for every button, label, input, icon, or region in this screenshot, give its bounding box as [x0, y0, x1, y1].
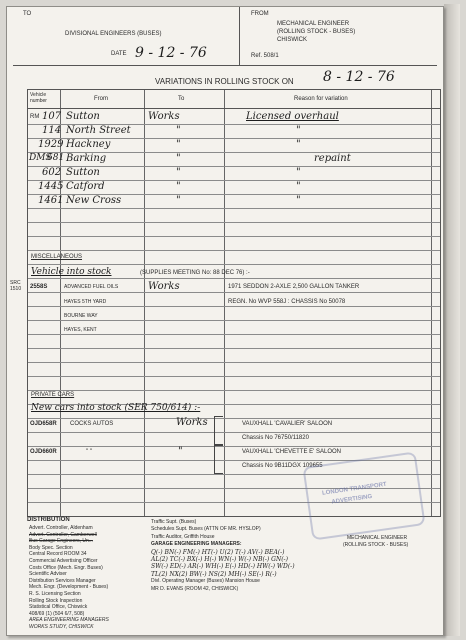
- vehicle-to: ": [176, 125, 181, 136]
- misc-heading: MISCELLANEOUS: [31, 254, 83, 260]
- vehicle-to: Works: [148, 111, 180, 122]
- distribution-item: Bus Garage Engineers, Un...: [29, 538, 93, 545]
- car-model: VAUXHALL 'CHEVETTE E' SALOON: [242, 449, 341, 455]
- vehicle-number: 1445: [38, 181, 64, 192]
- distribution-item: MR D. EVANS (ROOM 42, CHISWICK): [151, 585, 239, 592]
- car-chassis: Chassis No 9B11DGX 109655: [242, 463, 323, 469]
- vehicle-number: 1461: [38, 195, 64, 206]
- to-label: TO: [23, 11, 32, 17]
- vehicle-number: 1929: [38, 139, 64, 150]
- vehicle-to: ": [176, 167, 181, 178]
- vehicle-from: Catford: [66, 181, 105, 192]
- form-title-date: 8 - 12 - 76: [323, 69, 395, 85]
- vehicle-number: 114: [42, 125, 62, 136]
- vehicle-reason: ": [296, 181, 301, 192]
- vehicle-reason: ": [296, 139, 301, 150]
- private-subheading: New cars into stock (SER 750/614) :-: [31, 403, 201, 413]
- distribution-item: Traffic Supt. (Buses): [151, 519, 197, 525]
- col-header-to: To: [178, 96, 185, 102]
- distribution-item: Body Spec. Section: [29, 544, 73, 551]
- vehicle-code: RM: [30, 114, 40, 120]
- car-code: OJD660R: [30, 449, 57, 455]
- signature-line-1: MECHANICAL ENGINEER: [347, 535, 408, 541]
- misc-from-line-2: HAYES 5TH YARD: [64, 299, 107, 305]
- distribution-item: TL(2) NX(2) BW(-) NS(2) MH(-) SE(-) R(-): [151, 570, 277, 578]
- date-label: DATE: [111, 51, 127, 57]
- page-edge-shadow: [444, 4, 460, 636]
- car-to: ": [178, 446, 183, 457]
- to-value: DIVISIONAL ENGINEERS (BUSES): [65, 31, 162, 37]
- distribution-item: Central Record ROOM 34: [29, 551, 87, 558]
- signature-line-2: (ROLLING STOCK - BUSES): [343, 542, 409, 548]
- car-code: OJD658R: [30, 421, 57, 427]
- distribution-item: Mech. Engr. (Development - Buses): [29, 584, 109, 591]
- from-line-1: MECHANICAL ENGINEER: [277, 21, 350, 27]
- vehicle-reason: ": [296, 125, 301, 136]
- distribution-item: Statistical Office, Chiswick: [29, 604, 88, 611]
- vehicle-from: Sutton: [66, 167, 100, 178]
- vehicle-from: Barking: [66, 153, 107, 164]
- bracket-mark: [214, 444, 223, 474]
- date-value: 9 - 12 - 76: [135, 45, 207, 61]
- car-chassis: Chassis No 76750/11820: [242, 435, 309, 441]
- stamp-line-2: ADVERTISING: [331, 493, 373, 506]
- private-heading: PRIVATE CARS: [31, 392, 75, 398]
- vehicle-number: 107: [42, 111, 62, 122]
- misc-meeting: (SUPPLIES MEETING No: 88 DEC 76) :-: [140, 270, 250, 276]
- misc-from-line-3: BOURNE WAY: [64, 313, 98, 319]
- from-line-3: CHISWICK: [277, 37, 307, 43]
- distribution-item: SW(-) ED(-) AR(-) WH(-) E(-) HD(-) HW(-) WD(-): [151, 563, 295, 571]
- vehicle-to: ": [176, 195, 181, 206]
- distribution-item: GARAGE ENGINEERING MANAGERS:: [151, 541, 242, 548]
- misc-subheading: Vehicle into stock: [31, 267, 112, 277]
- misc-vehicle-code: 2558S: [30, 284, 48, 290]
- vehicle-from: Sutton: [66, 111, 100, 122]
- variations-table: [10, 89, 441, 517]
- distribution-item: Costs Office (Mech. Engr. Buses): [29, 564, 103, 571]
- vehicle-from: New Cross: [66, 195, 122, 206]
- form-title: VARIATIONS IN ROLLING STOCK ON: [155, 77, 294, 86]
- distribution-left-list: [29, 525, 109, 631]
- misc-from-line-4: HAYES, KENT: [64, 327, 97, 333]
- distribution-item: Advert. Controller, Aldenham: [29, 525, 93, 531]
- distribution-item: AL(2) TC(-) BX(-) H(-) WN(-) W(-) NB(-) GN(-): [151, 556, 288, 564]
- distribution-item: 408/69 (1) (504 6/7, 508): [29, 610, 85, 617]
- vehicle-to: ": [176, 181, 181, 192]
- vehicle-from: North Street: [66, 125, 131, 136]
- distribution-item: Distribution Services Manager: [29, 577, 96, 584]
- car-model: VAUXHALL 'CAVALIER' SALOON: [242, 421, 333, 427]
- misc-from-line-1: ADVANCED FUEL OILS: [64, 284, 119, 290]
- variations-form: [6, 6, 444, 636]
- distribution-item: Schedules Supt. Buses (ATTN OF MR. HYSLOP): [151, 526, 261, 533]
- car-from: " ": [86, 449, 92, 455]
- vehicle-to: ": [176, 139, 181, 150]
- misc-to: Works: [148, 281, 180, 292]
- ref-label: Ref. 508/1: [251, 53, 279, 59]
- col-header-reason: Reason for variation: [294, 96, 348, 102]
- vehicle-to: ": [176, 153, 181, 164]
- col-header-from: From: [94, 96, 108, 102]
- distribution-item: Traffic Auditor, Griffith House: [151, 533, 215, 540]
- distribution-middle-list: [151, 519, 295, 593]
- distribution-item: Scientific Adviser: [29, 571, 67, 578]
- vehicle-number: 602: [42, 167, 62, 178]
- distribution-section: [27, 517, 439, 635]
- misc-detail-2: REGN. No WVP 558J : CHASSIS No 50078: [228, 299, 346, 305]
- vehicle-number: 681: [47, 153, 65, 163]
- col-header-vehicle: Vehicle number: [30, 92, 47, 104]
- distribution-item: AREA ENGINEERING MANAGERS: [29, 617, 109, 624]
- distribution-item: Commercial Advertising Officer: [29, 557, 98, 564]
- form-header: [13, 7, 437, 66]
- distribution-heading: DISTRIBUTION: [27, 517, 70, 523]
- vehicle-from: Hackney: [66, 139, 111, 150]
- vehicle-reason: ": [296, 195, 301, 206]
- distribution-item: Advert. Controller, Camberwell: [29, 531, 97, 538]
- stamp-line-1: LONDON TRANSPORT: [321, 481, 388, 497]
- distribution-item: R. S. Licensing Section: [29, 590, 81, 597]
- vehicle-code: DMS: [29, 153, 52, 163]
- distribution-item: Rolling Stock Inspection: [29, 597, 83, 604]
- distribution-item: Divl. Operating Manager (Buses) Mansion House: [151, 578, 260, 585]
- distribution-item: Q(-) BN(-) FM(-) HT(-) U(2) T(-) AV(-) BEA(-): [151, 548, 285, 556]
- vehicle-reason: ": [296, 167, 301, 178]
- from-label: FROM: [251, 11, 269, 17]
- from-line-2: (ROLLING STOCK - BUSES): [277, 29, 356, 35]
- car-to: Works: [176, 417, 208, 428]
- distribution-item: WORKS STUDY, CHISWICK: [29, 623, 94, 630]
- vehicle-reason: Licensed overhaul: [246, 111, 339, 122]
- car-from: COCKS AUTOS: [70, 421, 114, 427]
- vehicle-reason: repaint: [314, 153, 351, 164]
- bracket-mark: [214, 416, 223, 446]
- misc-detail-1: 1971 SEDDON 2-AXLE 2,500 GALLON TANKER: [228, 284, 360, 290]
- margin-note: SRC 1510: [10, 280, 22, 292]
